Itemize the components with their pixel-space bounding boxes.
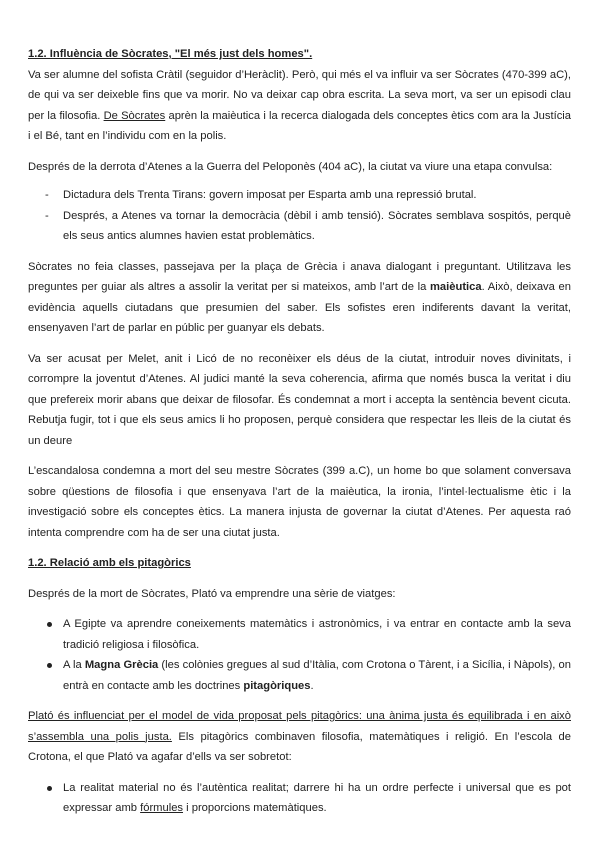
bold-term: Magna Grècia (84, 659, 159, 671)
paragraph-travels: Després de la mort de Sòcrates, Plató va emprendre una sèrie de viatges: (28, 587, 396, 600)
underlined-text: Plató és influenciat per el model de vida proposat pels pitagòrics: una ànima justa és equilibrada i en això s’assembla una polis justa. (28, 710, 571, 743)
dash-marker: - (45, 189, 49, 201)
list-item: A la Magna Grècia (les colònies gregues al sud d’Itàlia, com Crotona o Tàrent, i a Sicília, i Nàpols), on entrà en contacte amb les doctrines pitagòriques. (28, 655, 571, 696)
paragraph-maieutica: Sòcrates no feia classes, passejava per la plaça de Grècia i anava dialogant i preguntant. Utilitzava les preguntes per guiar als altres a assolir la veritat per si mateixos, amb l’art de la maièutica. Això, deixava en evidència aquells ciutadans que presumien del saber. Els sofistes eren indiferents davant la veritat, ensenyaven l’art de parlar en públic per guanyar els debats. (28, 260, 571, 334)
paragraph-influence: Plató és influenciat per el model de vida proposat pels pitagòrics: una ànima justa és equilibrada i en això s’assembla una polis justa. Els pitagòrics combinaven filosofia, matemàtiques i religió. En l’escola de Crotona, el que Plató va agafar d’ells va ser sobretot: (28, 710, 571, 763)
bullet-icon (47, 622, 52, 627)
section-heading-pythagoreans (28, 553, 571, 574)
paragraph-intro: Va ser alumne del sofista Cràtil (seguidor d’Heràclit). Però, qui més el va influir va ser Sòcrates (470-399 aC), de qui va ser deixeble fins que va morir. No va deixar cap obra escrita. La seva mort, va ser un episodi clau per la filosofia. De Sòcrates aprèn la maièutica i la recerca dialogada dels conceptes ètics com ara la Justícia i el Bé, tant en l’individu com en la polis. (28, 68, 571, 142)
list-item: - Dictadura dels Trenta Tirans: govern imposat per Esparta amb una repressió brutal. (28, 185, 571, 206)
bullet-icon (47, 786, 52, 791)
dash-list (28, 185, 571, 247)
heading-text: 1.2. Relació amb els pitagòrics (28, 557, 191, 569)
heading-text: 1.2. Influència de Sòcrates, "El més just dels homes". (28, 48, 313, 60)
paragraph-condemnation: L’escandalosa condemna a mort del seu mestre Sòcrates (399 a.C), un home bo que solament conversava sobre qüestions de filosofia i que ensenyava l’art de la maièutica, la ironia, l’intel·lectualisme ètic i la investigació sobre els conceptes ètics. La manera injusta de governar la ciutat d’Atenes. Per aquesta raó intenta comprendre com ha de ser una ciutat justa. (28, 465, 571, 539)
section-heading-socrates (28, 44, 571, 65)
bold-term: maièutica (429, 281, 482, 293)
bullet-icon (47, 663, 52, 668)
list-item: A Egipte va aprendre coneixements matemàtics i astronòmics, i va entrar en contacte amb la seva tradició religiosa i filosòfica. (28, 614, 571, 655)
list-item: - Després, a Atenes va tornar la democràcia (dèbil i amb tensió). Sòcrates semblava sospitós, perquè els seus antics alumnes havien estat problemàtics. (28, 206, 571, 247)
list-item: La realitat material no és l’autèntica realitat; darrere hi ha un ordre perfecte i universal que es pot expressar amb fórmules i proporcions matemàtiques. (28, 778, 571, 819)
dash-marker: - (45, 209, 49, 222)
paragraph-war: Després de la derrota d’Atenes a la Guerra del Peloponès (404 aC), la ciutat va viure una etapa convulsa: (28, 160, 553, 173)
bold-term: pitagòriques (243, 679, 311, 692)
bullet-list (28, 614, 571, 696)
paragraph-trial: Va ser acusat per Melet, anit i Licó de no reconèixer els déus de la ciutat, introduir noves divinitats, i corrompre la joventut d’Atenes. Al judici manté la seva coherencia, afirma que només busca la veritat i diu que prefereix morir abans que deixar de filosofar. És condemnat a mort i accepta la sentència bevent cicuta. Rebutja fugir, tot i que els seus amics li ho proposen, perquè considera que respectar les lleis de la ciutat és un deure (28, 352, 571, 447)
bullet-list (28, 778, 571, 819)
document-page (28, 44, 571, 819)
underlined-text: fórmules (140, 802, 184, 814)
underlined-text: De Sòcrates (103, 109, 166, 122)
